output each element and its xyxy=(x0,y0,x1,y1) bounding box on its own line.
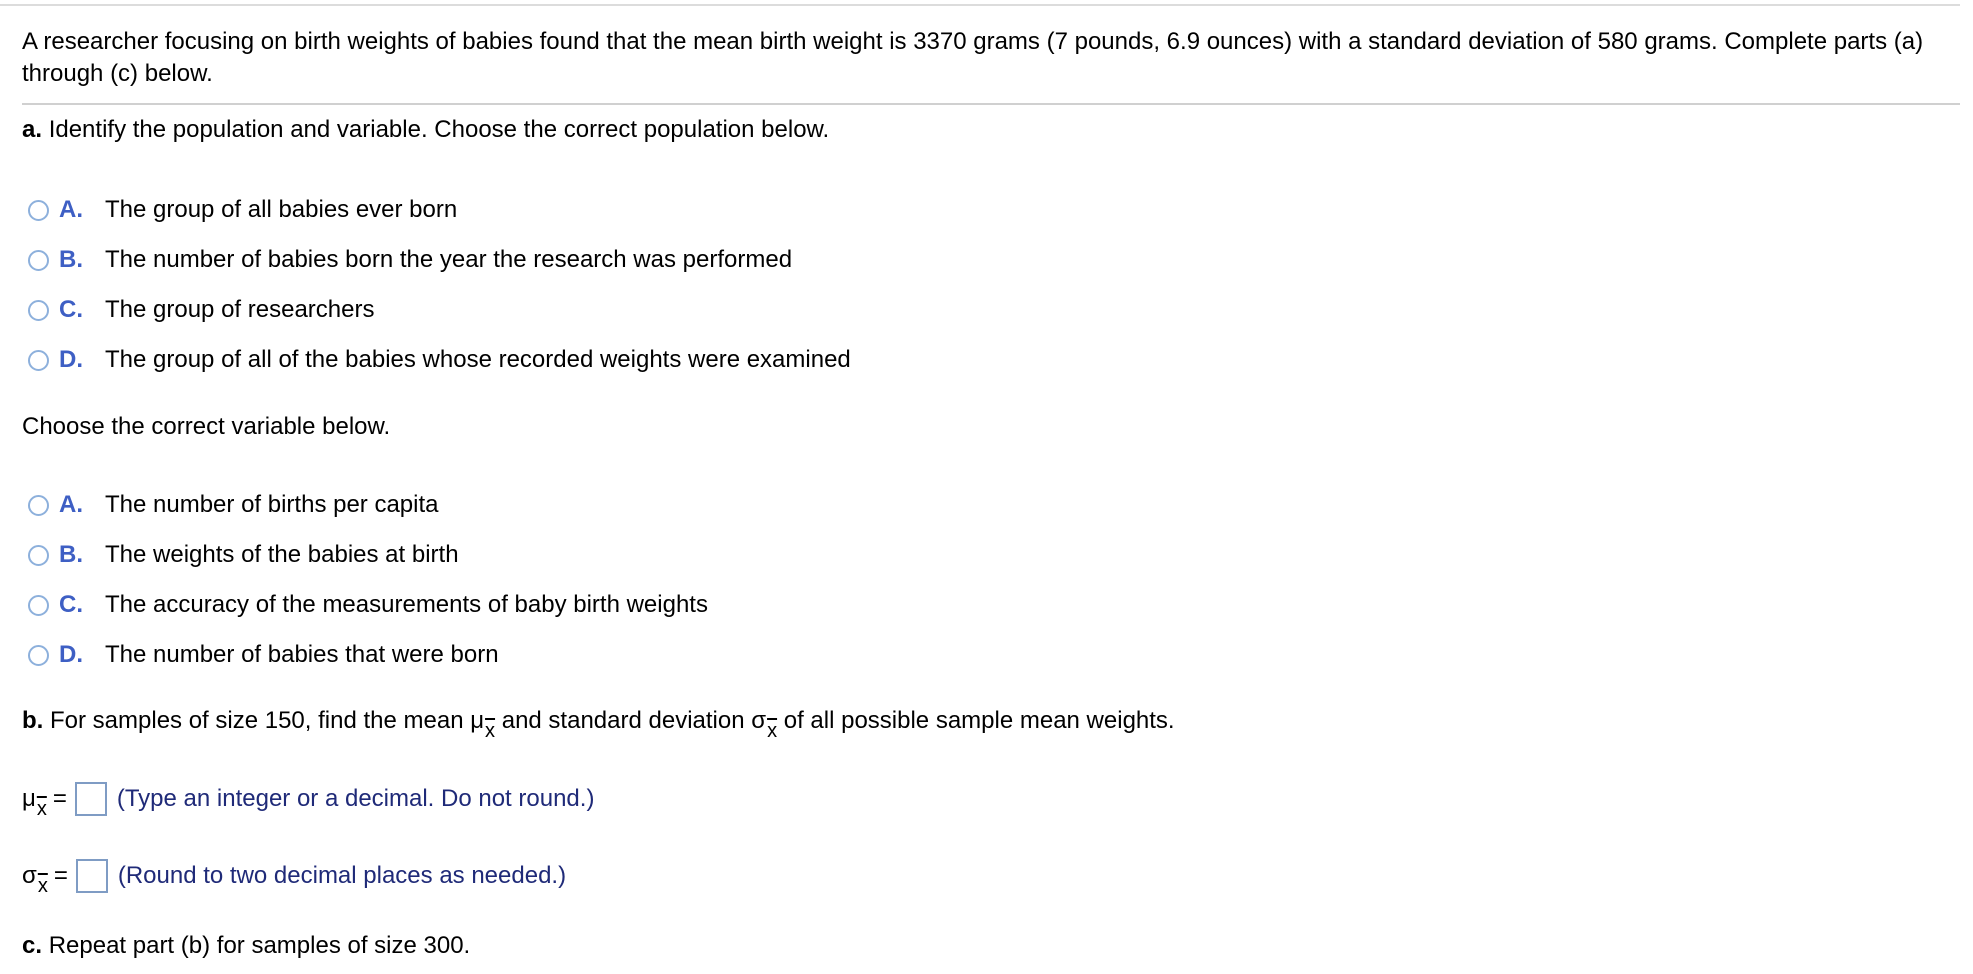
option-letter: A. xyxy=(59,491,83,518)
option-letter: D. xyxy=(59,346,83,373)
variable-option-c[interactable] xyxy=(28,589,708,621)
option-letter: B. xyxy=(59,541,83,568)
population-option-a[interactable] xyxy=(28,194,457,226)
part-b-text-mid: and standard deviation xyxy=(501,707,745,734)
part-a-label: a. xyxy=(22,116,43,143)
part-c-label: c. xyxy=(22,932,43,959)
variable-option-d[interactable] xyxy=(28,639,499,671)
equals-sign: = xyxy=(53,862,68,889)
option-text: The accuracy of the measurements of baby birth weights xyxy=(105,591,708,618)
option-letter: C. xyxy=(59,296,83,323)
radio-button[interactable] xyxy=(28,595,49,616)
option-letter: D. xyxy=(59,641,83,668)
sigma-xbar-input[interactable] xyxy=(76,859,108,893)
sigma-xbar-label: $\sigma_{\overline{x}}$ xyxy=(22,862,48,897)
part-c-text: Repeat part (b) for samples of size 300. xyxy=(48,932,471,959)
radio-button[interactable] xyxy=(28,250,49,271)
part-b-text-end: of all possible sample mean weights. xyxy=(783,707,1175,734)
sigma-xbar-symbol: $\sigma_{\overline{x}}$ xyxy=(751,707,778,742)
population-option-c[interactable] xyxy=(28,294,374,326)
option-text: The group of all babies ever born xyxy=(105,196,458,223)
variable-option-b[interactable] xyxy=(28,539,459,571)
part-a-prompt xyxy=(22,115,829,145)
radio-button[interactable] xyxy=(28,350,49,371)
population-option-d[interactable] xyxy=(28,344,851,376)
top-divider xyxy=(0,4,1960,6)
radio-button[interactable] xyxy=(28,495,49,516)
mu-hint: (Type an integer or a decimal. Do not round.) xyxy=(116,785,595,812)
part-c-prompt xyxy=(22,931,470,961)
radio-button[interactable] xyxy=(28,645,49,666)
population-option-b[interactable] xyxy=(28,244,792,276)
sigma-answer-row xyxy=(22,856,566,896)
variable-prompt: Choose the correct variable below. xyxy=(22,413,391,440)
radio-button[interactable] xyxy=(28,200,49,221)
mu-xbar-input[interactable] xyxy=(75,782,107,816)
option-letter: A. xyxy=(59,196,83,223)
variable-option-a[interactable] xyxy=(28,489,439,521)
part-a-text: Identify the population and variable. Choose the correct population below. xyxy=(48,116,830,143)
option-text: The number of babies that were born xyxy=(105,641,499,668)
option-letter: B. xyxy=(59,246,83,273)
radio-button[interactable] xyxy=(28,300,49,321)
mu-answer-row xyxy=(22,779,594,819)
option-text: The group of all of the babies whose recorded weights were examined xyxy=(105,346,851,373)
mu-xbar-label: $\mu_{\overline{x}}$ xyxy=(22,785,47,820)
option-text: The group of researchers xyxy=(105,296,375,323)
radio-button[interactable] xyxy=(28,545,49,566)
equals-sign: = xyxy=(52,785,67,812)
question-intro: A researcher focusing on birth weights of babies found that the mean birth weight is 3370 grams (7 pounds, 6.9 ounces) with a standard deviation of 580 grams. Complete parts (a) through (c) below. xyxy=(22,28,1924,87)
option-text: The number of births per capita xyxy=(105,491,439,518)
mu-xbar-symbol: $\mu_{\overline{x}}$ xyxy=(470,707,496,742)
part-b-label: b. xyxy=(22,707,44,734)
option-letter: C. xyxy=(59,591,83,618)
part-b-text-start: For samples of size 150, find the mean xyxy=(50,707,464,734)
sigma-hint: (Round to two decimal places as needed.) xyxy=(117,862,567,889)
option-text: The weights of the babies at birth xyxy=(105,541,459,568)
part-b-prompt xyxy=(22,706,1175,742)
option-text: The number of babies born the year the research was performed xyxy=(105,246,793,273)
intro-divider xyxy=(22,103,1960,105)
